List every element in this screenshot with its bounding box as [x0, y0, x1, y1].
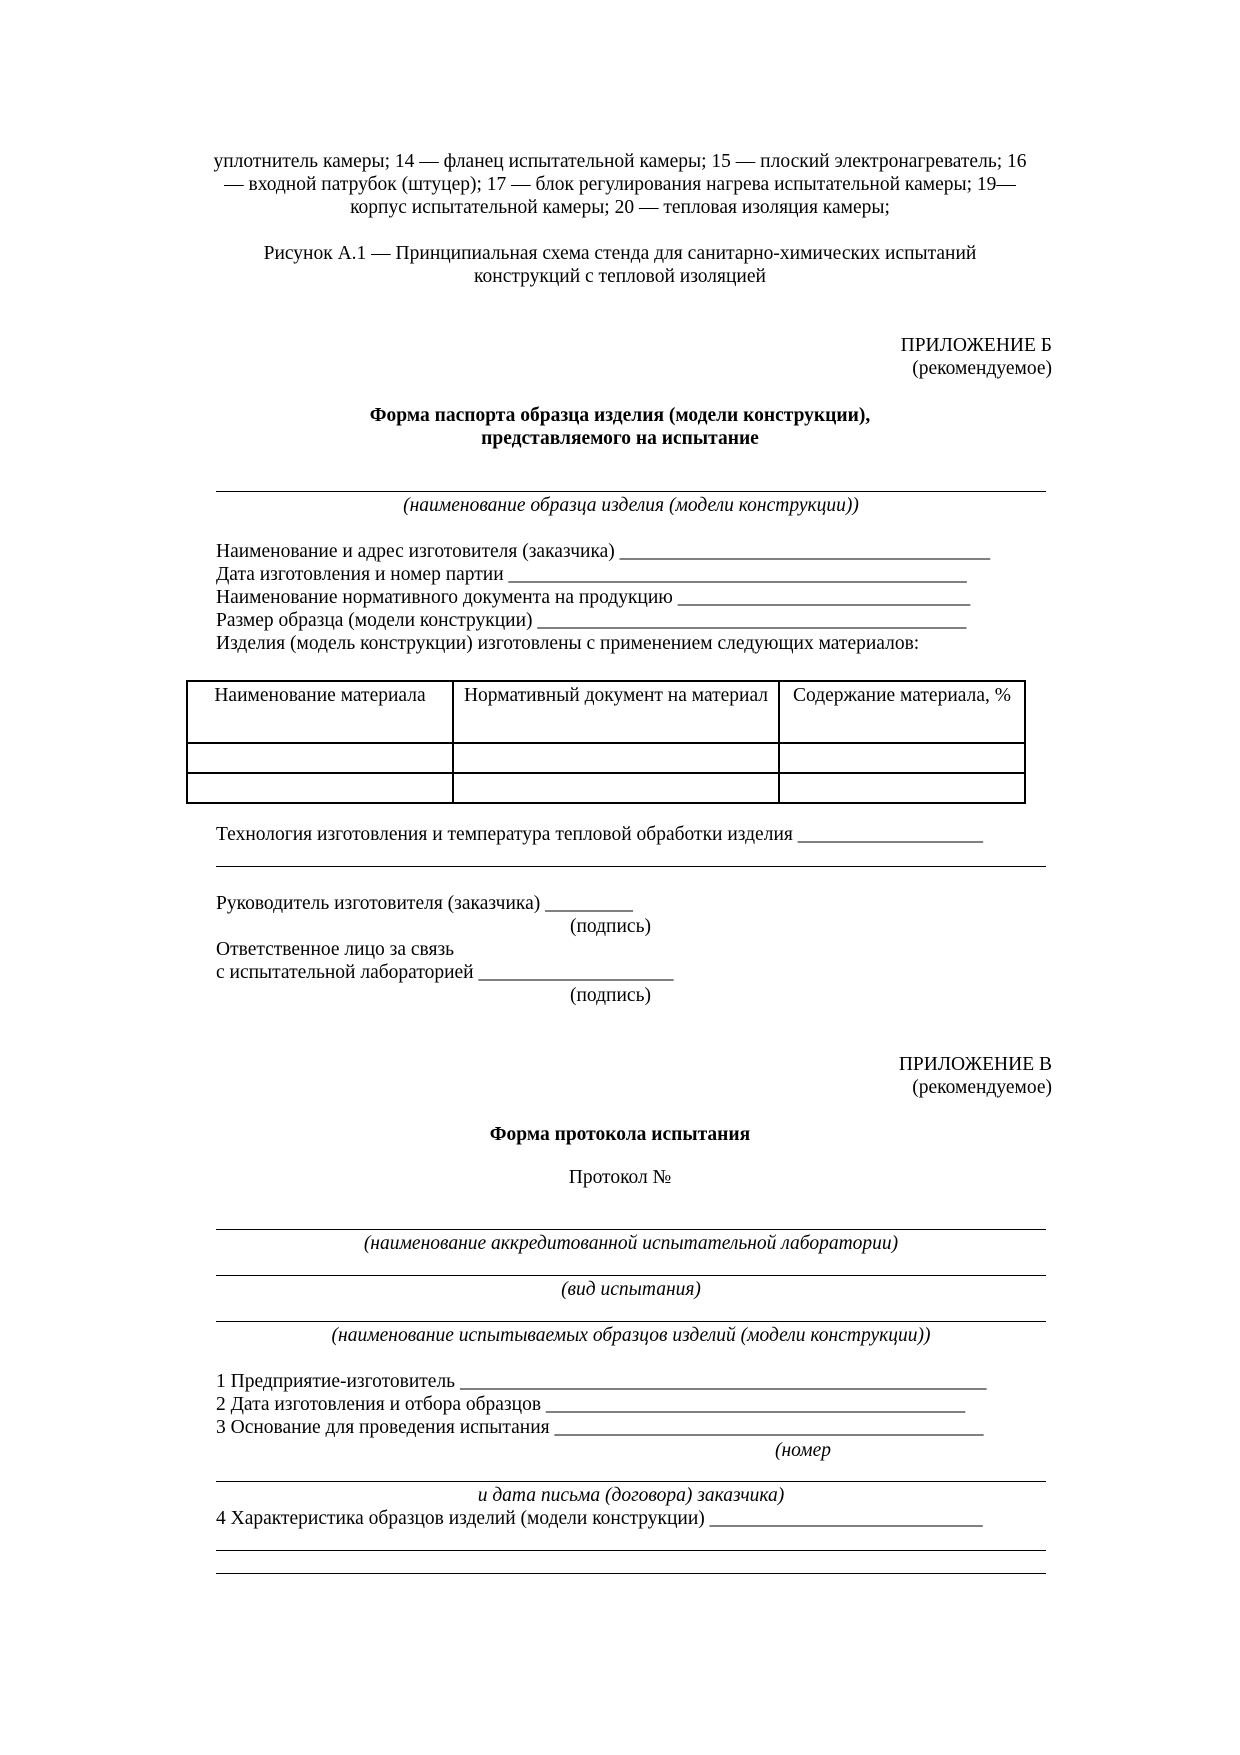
table-header-normative-document: Нормативный документ на материал: [453, 681, 779, 743]
table-cell: [453, 773, 779, 803]
appendix-b-status: (рекомендуемое): [912, 358, 1052, 379]
sample-name-line: [216, 491, 1046, 492]
table-header-material-content: Содержание материала, %: [779, 681, 1025, 743]
samples-name-caption: (наименование испытываемых образцов изделий (модели конструкции)): [331, 1325, 931, 1346]
legend-line-1: уплотнитель камеры; 14 — фланец испытательной камеры; 15 — плоский электронагреватель; 16: [213, 151, 1027, 172]
table-cell: [187, 773, 453, 803]
table-row: [187, 743, 1025, 773]
materials-table: [186, 680, 1026, 804]
table-header-row: [187, 681, 1025, 743]
table-header-material-name: Наименование материала: [187, 681, 453, 743]
test-type-caption: (вид испытания): [561, 1279, 701, 1300]
contact-person-line-1: Ответственное лицо за связь: [216, 939, 455, 960]
materials-intro: Изделия (модель конструкции) изготовлены с применением следующих материалов:: [216, 633, 920, 654]
appendix-b-title-line-1: Форма паспорта образца изделия (модели конструкции),: [369, 405, 871, 426]
protocol-number: Протокол №: [568, 1167, 672, 1188]
protocol-item-3-note-2: и дата письма (договора) заказчика): [477, 1485, 785, 1506]
protocol-item-3-continuation-line: [216, 1481, 1046, 1482]
table-row: [187, 773, 1025, 803]
legend-line-2: — входной патрубок (штуцер); 17 — блок регулирования нагрева испытательной камеры; 19—: [224, 174, 1016, 195]
signature-caption-1: (подпись): [570, 916, 651, 937]
contact-person-line-2: с испытательной лабораторией ____________________: [216, 962, 674, 983]
figure-title-line-1: Рисунок А.1 — Принципиальная схема стенда для санитарно-химических испытаний: [263, 243, 977, 264]
table-cell: [453, 743, 779, 773]
manufacturer-field: Наименование и адрес изготовителя (заказчика) ______________________________________: [216, 541, 991, 562]
legend-line-3: корпус испытательной камеры; 20 — тепловая изоляция камеры;: [350, 197, 890, 218]
lab-name-caption: (наименование аккредитованной испытательной лаборатории): [363, 1233, 899, 1254]
table-cell: [779, 743, 1025, 773]
sample-name-caption: (наименование образца изделия (модели конструкции)): [403, 495, 859, 516]
protocol-item-4: 4 Характеристика образцов изделий (модели конструкции) ____________________________: [216, 1508, 983, 1529]
protocol-item-1: 1 Предприятие-изготовитель ______________________________________________________: [216, 1371, 987, 1392]
protocol-item-3-note-1: (номер: [775, 1440, 832, 1461]
test-type-line: [216, 1275, 1046, 1276]
head-of-manufacturer-field: Руководитель изготовителя (заказчика) _________: [216, 893, 633, 914]
appendix-b-heading: ПРИЛОЖЕНИЕ Б: [900, 335, 1052, 356]
technology-field: Технология изготовления и температура тепловой обработки изделия ___________________: [216, 824, 983, 845]
figure-title-line-2: конструкций с тепловой изоляцией: [474, 266, 766, 287]
protocol-item-4-continuation-line-1: [216, 1550, 1046, 1551]
samples-name-line: [216, 1321, 1046, 1322]
appendix-v-status: (рекомендуемое): [912, 1077, 1052, 1098]
normative-document-field: Наименование нормативного документа на продукцию ______________________________: [216, 587, 971, 608]
production-date-field: Дата изготовления и номер партии _______________________________________________: [216, 564, 967, 585]
appendix-v-heading: ПРИЛОЖЕНИЕ В: [898, 1054, 1052, 1075]
lab-name-line: [216, 1229, 1046, 1230]
signature-caption-2: (подпись): [570, 985, 651, 1006]
appendix-v-title: Форма протокола испытания: [489, 1124, 751, 1145]
table-cell: [779, 773, 1025, 803]
protocol-item-4-continuation-line-2: [216, 1573, 1046, 1574]
protocol-item-3: 3 Основание для проведения испытания ____________________________________________: [216, 1417, 984, 1438]
table-cell: [187, 743, 453, 773]
sample-size-field: Размер образца (модели конструкции) ____________________________________________: [216, 610, 967, 631]
protocol-item-2: 2 Дата изготовления и отбора образцов ___________________________________________: [216, 1394, 966, 1415]
appendix-b-title-line-2: представляемого на испытание: [481, 428, 759, 449]
technology-continuation-line: [216, 866, 1046, 867]
